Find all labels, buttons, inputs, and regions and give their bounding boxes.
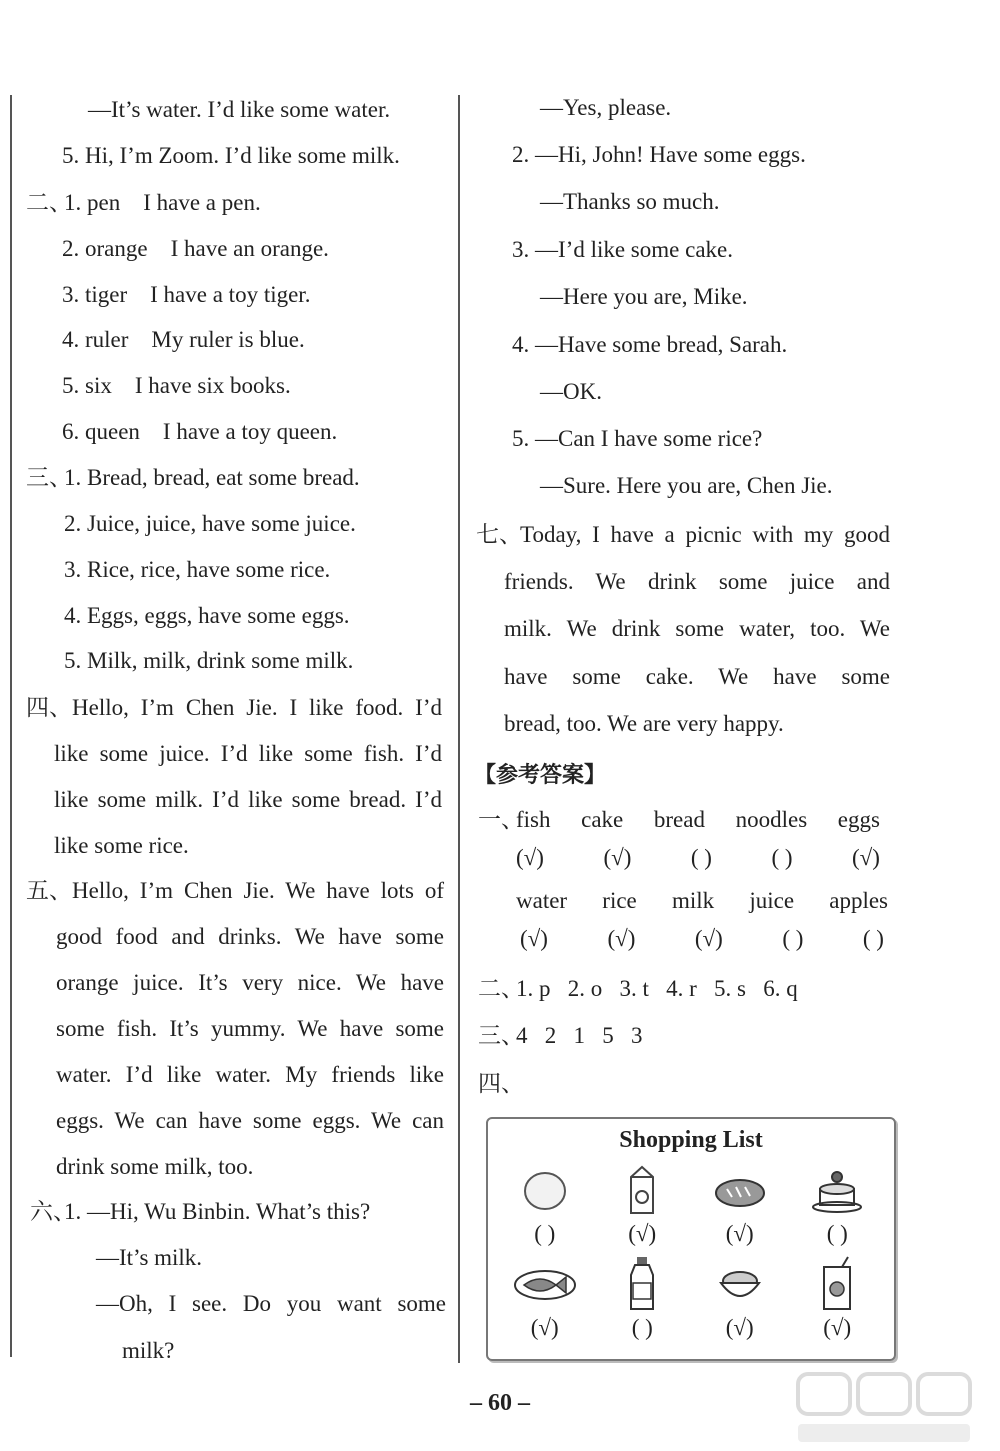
section-6-label: 六、: [30, 1199, 76, 1224]
watermark-logo-icon: [792, 1368, 982, 1448]
water-bottle-icon: [607, 1253, 677, 1313]
answer-3-label: 三、: [478, 1023, 524, 1048]
section-5-line: some fish. It’s yummy. We have some: [56, 1016, 444, 1041]
section-2-item: 3. tiger I have a toy tiger.: [62, 282, 311, 307]
right-line: 2. —Hi, John! Have some eggs.: [512, 142, 806, 167]
page-number: – 60 –: [470, 1390, 530, 1416]
section-6-line: —It’s milk.: [96, 1245, 203, 1270]
shopping-mark: ( ): [631, 1315, 653, 1340]
right-line: —OK.: [540, 379, 602, 404]
shopping-mark: ( ): [826, 1221, 848, 1246]
answer-mark: (√): [516, 845, 544, 870]
shopping-item: [496, 1159, 594, 1247]
section-7-line: have some cake. We have some: [504, 664, 890, 689]
section-7-line: bread, too. We are very happy.: [504, 711, 784, 736]
shopping-item: [789, 1253, 887, 1341]
juice-box-icon: [802, 1253, 872, 1313]
section-5-line: eggs. We can have some eggs. We can: [56, 1108, 444, 1133]
right-line: —Thanks so much.: [540, 189, 720, 214]
cake-icon: [802, 1159, 872, 1219]
answer-mark: (√): [603, 845, 632, 870]
shopping-list-title: Shopping List: [619, 1127, 763, 1153]
shopping-mark: (√): [530, 1315, 559, 1340]
section-5-line: good food and drinks. We have some: [56, 924, 444, 949]
section-4-line: like some rice.: [54, 833, 189, 858]
shopping-mark: (√): [725, 1315, 754, 1340]
answer-word: juice: [749, 888, 795, 913]
shopping-list-grid: [496, 1159, 886, 1341]
answer-1-marks-row1: [516, 844, 880, 872]
answer-word: bread: [653, 807, 705, 832]
right-line: —Yes, please.: [540, 95, 672, 120]
answer-word: fish: [516, 807, 551, 832]
answer-1-words-row1: [516, 806, 880, 834]
right-line: 3. —I’d like some cake.: [512, 237, 733, 262]
shopping-mark: ( ): [534, 1221, 556, 1246]
egg-icon: [510, 1159, 580, 1219]
section-6-line: 1. —Hi, Wu Binbin. What’s this?: [64, 1199, 371, 1224]
right-line: —Here you are, Mike.: [540, 284, 748, 309]
section-4-line: Hello, I’m Chen Jie. I like food. I’d: [72, 695, 442, 720]
fish-icon: [510, 1253, 580, 1313]
section-2-item: 1. pen I have a pen.: [64, 190, 261, 215]
right-line: 5. —Can I have some rice?: [512, 426, 763, 451]
answer-word: milk: [671, 888, 715, 913]
answer-4-label: 四、: [478, 1071, 524, 1096]
column-divider-middle: [458, 95, 460, 1363]
section-6-line: —Oh, I see. Do you want some: [96, 1291, 446, 1316]
section-2-item: 5. six I have six books.: [62, 373, 291, 398]
answer-mark: ( ): [690, 845, 712, 870]
answer-1-words-row2: [516, 887, 888, 915]
section-3-item: 4. Eggs, eggs, have some eggs.: [64, 603, 350, 628]
section-4-line: like some milk. I’d like some bread. I’d: [54, 787, 442, 812]
left-line-1: —It’s water. I’d like some water.: [88, 97, 391, 122]
section-4-label: 四、: [26, 695, 72, 720]
shopping-item: [594, 1159, 692, 1247]
bread-icon: [705, 1159, 775, 1219]
section-2-item: 6. queen I have a toy queen.: [62, 419, 338, 444]
column-divider-left: [10, 95, 12, 1357]
section-4-line: like some juice. I’d like some fish. I’d: [54, 741, 442, 766]
section-5-label: 五、: [26, 878, 72, 903]
shopping-mark: (√): [725, 1221, 754, 1246]
answer-word: eggs: [837, 807, 880, 832]
answer-word: noodles: [735, 807, 808, 832]
answer-word: cake: [581, 807, 624, 832]
section-2-item: 2. orange I have an orange.: [62, 236, 329, 261]
answer-mark: ( ): [771, 845, 793, 870]
shopping-item: [691, 1253, 789, 1341]
section-3-item: 3. Rice, rice, have some rice.: [64, 557, 331, 582]
shopping-item: [594, 1253, 692, 1341]
answer-mark: ( ): [862, 926, 884, 951]
answer-mark: (√): [694, 926, 723, 951]
answer-3-text: 4 2 1 5 3: [516, 1023, 643, 1048]
section-7-label: 七、: [476, 522, 522, 547]
milk-carton-icon: [607, 1159, 677, 1219]
right-line: —Sure. Here you are, Chen Jie.: [540, 473, 833, 498]
section-3-item: 1. Bread, bread, eat some bread.: [64, 465, 360, 490]
answer-mark: (√): [852, 845, 880, 870]
shopping-item: [789, 1159, 887, 1247]
section-3-item: 5. Milk, milk, drink some milk.: [64, 648, 354, 673]
answer-word: apples: [829, 888, 888, 913]
section-7-line: milk. We drink some water, too. We: [504, 616, 890, 641]
section-5-line: Hello, I’m Chen Jie. We have lots of: [72, 878, 444, 903]
answer-mark: ( ): [782, 926, 804, 951]
section-6-line: milk?: [122, 1338, 175, 1363]
section-7-line: Today, I have a picnic with my good: [520, 522, 890, 547]
answer-mark: (√): [607, 926, 636, 951]
answer-heading: 【参考答案】: [474, 763, 607, 788]
shopping-item: [691, 1159, 789, 1247]
answer-word: water: [516, 888, 568, 913]
section-5-line: water. I’d like water. My friends like: [56, 1062, 444, 1087]
answer-1-marks-row2: [520, 925, 884, 953]
right-line: 4. —Have some bread, Sarah.: [512, 332, 788, 357]
section-3-label: 三、: [26, 465, 72, 490]
shopping-list-box: [486, 1117, 896, 1361]
left-line-2: 5. Hi, I’m Zoom. I’d like some milk.: [62, 143, 400, 168]
shopping-mark: (√): [823, 1315, 852, 1340]
section-2-item: 4. ruler My ruler is blue.: [62, 327, 305, 352]
answer-2-label: 二、: [478, 976, 524, 1001]
section-5-line: orange juice. It’s very nice. We have: [56, 970, 444, 995]
section-2-label: 二、: [26, 190, 72, 215]
rice-bowl-icon: [705, 1253, 775, 1313]
section-7-line: friends. We drink some juice and: [504, 569, 890, 594]
answer-1-label: 一、: [478, 807, 524, 832]
section-5-line: drink some milk, too.: [56, 1154, 254, 1179]
section-3-item: 2. Juice, juice, have some juice.: [64, 511, 356, 536]
shopping-mark: (√): [628, 1221, 657, 1246]
answer-word: rice: [602, 888, 637, 913]
answer-2-text: 1. p 2. o 3. t 4. r 5. s 6. q: [516, 976, 798, 1001]
answer-mark: (√): [520, 926, 548, 951]
shopping-item: [496, 1253, 594, 1341]
